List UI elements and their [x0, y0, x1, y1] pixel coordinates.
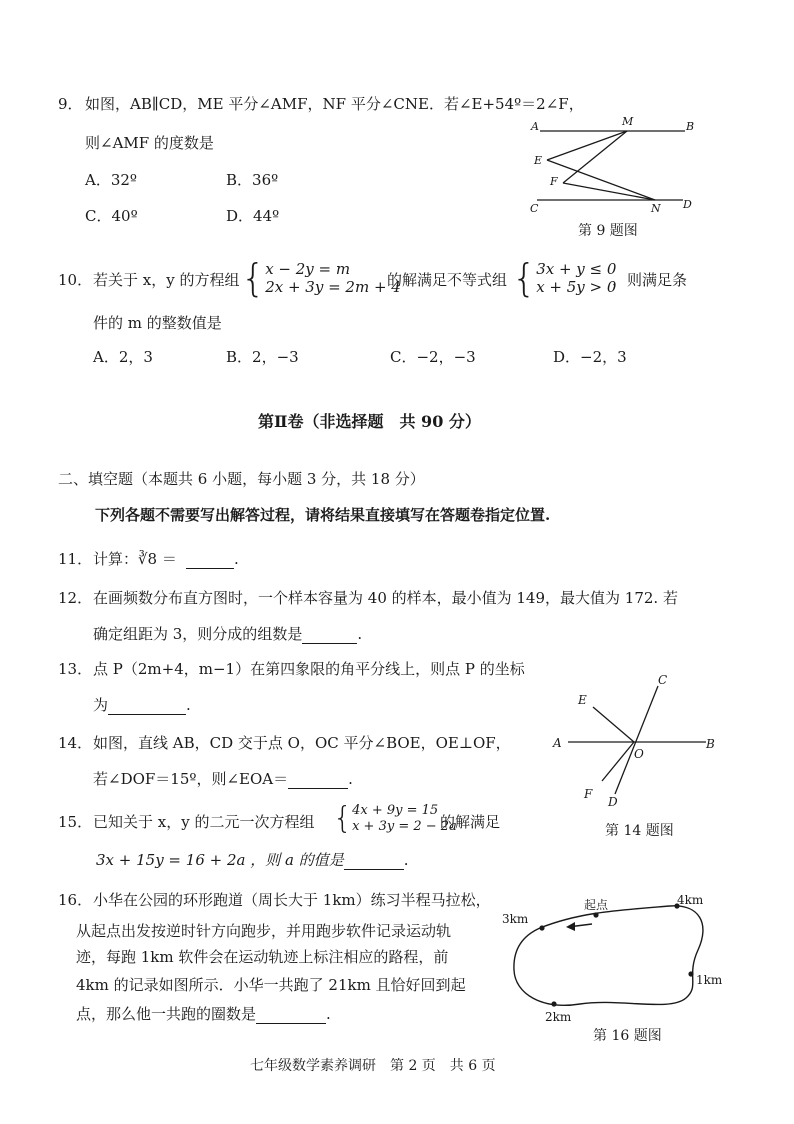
- q13-number: 13．: [58, 660, 93, 678]
- q9-option-b: B．36º: [226, 171, 279, 189]
- q14-line1: 如图，直线 AB，CD 交于点 O，OC 平分∠BOE，OE⊥OF，: [93, 734, 511, 752]
- line-cd: [615, 686, 658, 794]
- q10-brace-1: {: [241, 256, 266, 300]
- q15-answer-blank[interactable]: [344, 851, 404, 870]
- q12-line2-area: [93, 624, 362, 644]
- part2-title: 第Ⅱ卷（非选择题 共 90 分）: [258, 412, 481, 431]
- q10-eq1: x − 2y = m: [265, 260, 351, 278]
- q16-label-3km: 3km: [502, 912, 529, 926]
- q14-line2-area: [93, 769, 353, 789]
- q10-option-c: C．−2，−3: [390, 348, 476, 366]
- q10-ineq1: 3x + y ≤ 0: [536, 260, 617, 278]
- q13-line1: 点 P（2m+4，m−1）在第四象限的角平分线上，则点 P 的坐标: [93, 660, 525, 678]
- q9-stem-line2: 则∠AMF 的度数是: [85, 134, 214, 152]
- q14-end: .: [348, 770, 353, 788]
- page-footer: 七年级数学素养调研 第 2 页 共 6 页: [250, 1058, 496, 1074]
- q10-eq2: 2x + 3y = 2m + 4: [265, 278, 401, 296]
- q14-caption: 第 14 题图: [605, 823, 674, 839]
- section2-instruction: 下列各题不需要写出解答过程，请将结果直接填写在答题卷指定位置.: [95, 506, 551, 524]
- q16-line3: 迹，每跑 1km 软件会在运动轨迹上标注相应的路程，前: [76, 948, 449, 966]
- q10-number: 10．: [58, 271, 93, 289]
- q16-line2: 从起点出发按逆时针方向跑步，并用跑步软件记录运动轨: [76, 922, 452, 940]
- q11-end: .: [234, 550, 239, 568]
- q9-stem: 如图，AB∥CD，ME 平分∠AMF，NF 平分∠CNE．若∠E+54º＝2∠F，: [85, 95, 584, 113]
- q9-label-b: B: [686, 120, 695, 133]
- q15-number: 15．: [58, 813, 93, 831]
- q14-label-b: B: [706, 737, 715, 751]
- q13-end: .: [186, 696, 191, 714]
- q9-option-c: C．40º: [85, 207, 138, 225]
- 2km-marker: [551, 1001, 556, 1006]
- q16-label-2km: 2km: [545, 1010, 572, 1023]
- q12-answer-blank[interactable]: [302, 625, 357, 644]
- q10-brace-2: {: [512, 256, 537, 300]
- q11-answer-blank[interactable]: [186, 550, 234, 569]
- segment-fn: [563, 183, 655, 200]
- q14-figure: [548, 668, 728, 810]
- q9-label-m: M: [622, 115, 634, 128]
- running-track: [514, 906, 703, 1005]
- q9-figure: [525, 114, 700, 219]
- q15-equation-system: [333, 803, 457, 835]
- q10-option-a: A．2，3: [93, 348, 153, 366]
- 1km-marker: [688, 971, 693, 976]
- q10-line2: 件的 m 的整数值是: [93, 314, 222, 332]
- q14-answer-blank[interactable]: [288, 770, 348, 789]
- q16-caption: 第 16 题图: [593, 1028, 662, 1044]
- q14-label-e: E: [578, 693, 587, 707]
- q16-end: .: [326, 1005, 331, 1023]
- q9-label-f: F: [550, 175, 558, 188]
- q11-text: 计算：∛8 ＝: [93, 550, 177, 568]
- q9-label-d: D: [683, 198, 692, 211]
- ray-of: [602, 742, 634, 781]
- q14-label-d: D: [608, 795, 618, 809]
- start-point-marker: [593, 912, 598, 917]
- q11-number: 11．: [58, 550, 93, 568]
- q16-label-start: 起点: [584, 898, 609, 912]
- q9-label-e: E: [534, 154, 543, 167]
- q14-number: 14．: [58, 734, 93, 752]
- ray-oe: [593, 707, 634, 742]
- q9-label-c: C: [530, 202, 539, 215]
- direction-arrow-head: [566, 922, 575, 931]
- segment-me: [547, 131, 627, 160]
- q15-pre: 已知关于 x，y 的二元一次方程组: [93, 813, 315, 831]
- q9-label-n: N: [651, 202, 661, 215]
- segment-mf: [563, 131, 627, 183]
- q15-line2: 3x + 15y = 16 + 2a ，则 a 的值是: [96, 851, 344, 869]
- q15-line2-area: [96, 850, 408, 870]
- q10-post: ，则满足条: [612, 271, 688, 289]
- q10-mid: 的解满足不等式组: [387, 271, 508, 289]
- q15-brace: {: [333, 801, 353, 836]
- q10-inequality-system: [512, 256, 617, 300]
- q13-line2: 为: [93, 696, 109, 714]
- q16-answer-blank[interactable]: [256, 1005, 326, 1024]
- segment-en: [547, 160, 655, 200]
- q13-answer-blank[interactable]: [108, 696, 186, 715]
- q9-number: 9．: [58, 95, 83, 113]
- q14-label-a: A: [553, 736, 562, 750]
- 3km-marker: [539, 925, 544, 930]
- q16-label-4km: 4km: [677, 893, 704, 907]
- q14-label-c: C: [658, 673, 668, 687]
- q13-line2-area: [93, 695, 191, 715]
- q16-figure: [500, 888, 725, 1023]
- q10-option-d: D．−2，3: [553, 348, 627, 366]
- q9-option-a: A．32º: [85, 171, 137, 189]
- q10-option-b: B．2，−3: [226, 348, 299, 366]
- q15-post: 的解满足: [440, 813, 501, 831]
- q11-answer-area: [186, 549, 239, 569]
- q16-number: 16．: [58, 891, 93, 909]
- q10-pre: 若关于 x，y 的方程组: [93, 271, 240, 289]
- q16-label-1km: 1km: [696, 973, 723, 987]
- section2-heading: 二、填空题（本题共 6 小题，每小题 3 分，共 18 分）: [58, 470, 425, 488]
- q15-eq2: x + 3y = 2 − 2a: [352, 819, 457, 834]
- q16-line1: 小华在公园的环形跑道（周长大于 1km）练习半程马拉松，: [93, 891, 491, 909]
- q14-line2: 若∠DOF＝15º，则∠EOA＝: [93, 770, 289, 788]
- q15-end: .: [403, 851, 409, 869]
- q15-eq1: 4x + 9y = 15: [352, 803, 439, 818]
- q9-caption: 第 9 题图: [578, 223, 638, 239]
- q16-line5: 点，那么他一共跑的圈数是: [76, 1005, 257, 1023]
- q10-equation-system: [241, 256, 401, 300]
- q12-line1: 在画频数分布直方图时，一个样本容量为 40 的样本，最小值为 149，最大值为 172. 若: [93, 589, 678, 607]
- q16-line5-area: [76, 1004, 331, 1024]
- q12-end: .: [357, 625, 363, 643]
- q12-line2: 确定组距为 3，则分成的组数是: [93, 625, 303, 643]
- q10-ineq2: x + 5y > 0: [536, 278, 617, 296]
- q9-label-a: A: [531, 120, 539, 133]
- q12-number: 12．: [58, 589, 93, 607]
- q16-line4: 4km 的记录如图所示．小华一共跑了 21km 且恰好回到起: [76, 976, 466, 994]
- q14-label-o: O: [634, 747, 644, 761]
- q9-option-d: D．44º: [226, 207, 280, 225]
- q14-label-f: F: [584, 787, 593, 801]
